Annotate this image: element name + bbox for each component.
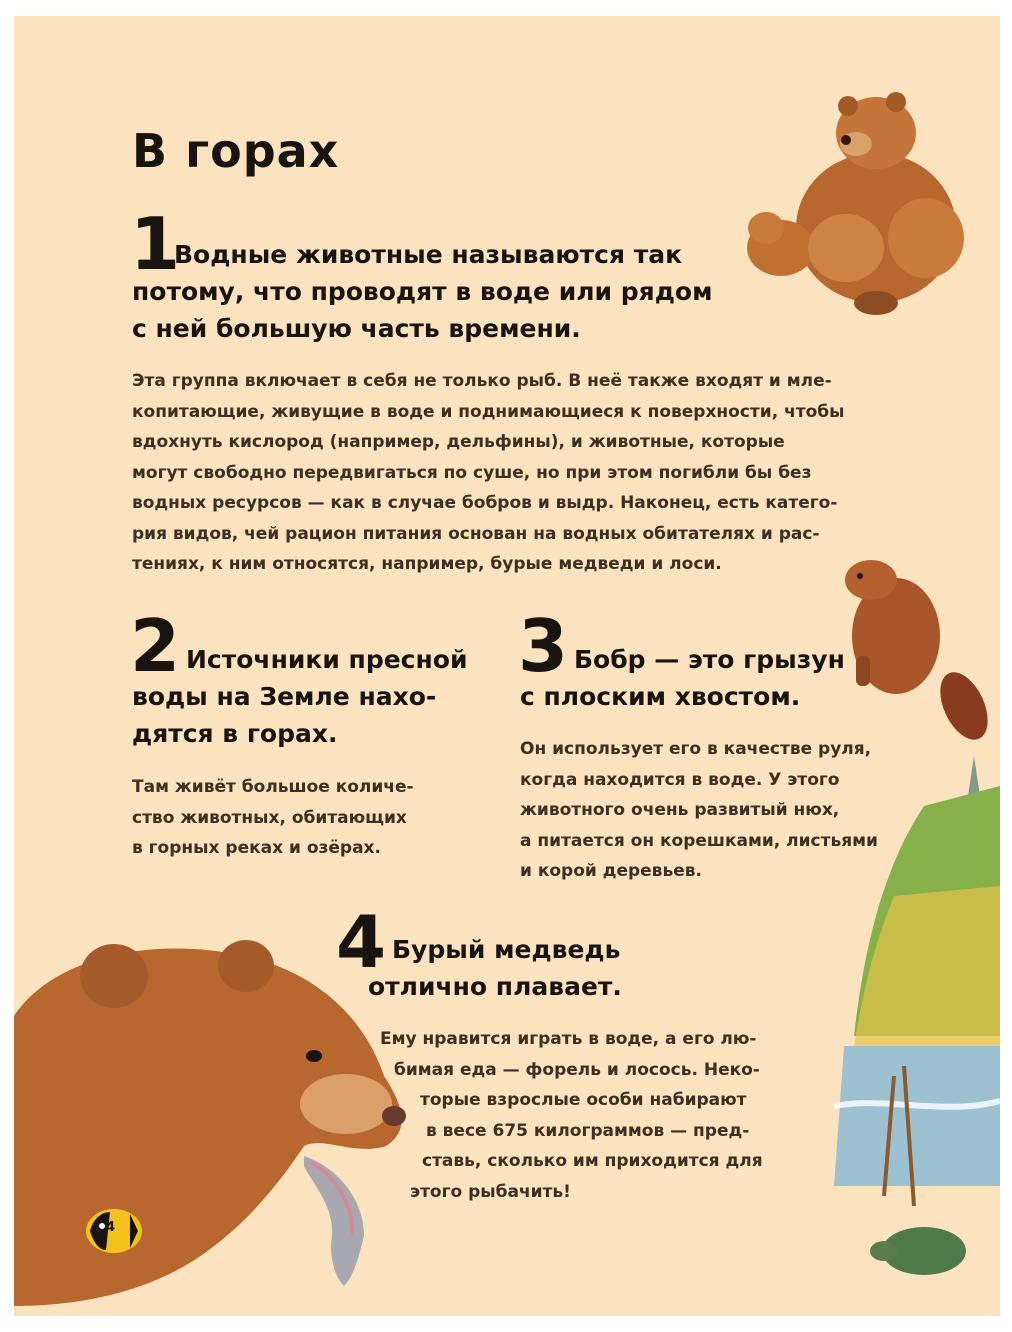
body-line: тениях, к ним относятся, например, бурые медведи и лоси. [132, 554, 722, 574]
section-2-heading [186, 641, 467, 678]
heading-line: дятся в горах. [132, 719, 338, 748]
body-line: торые взрослые особи набирают [420, 1090, 747, 1110]
heading-line: Водные животные называются так [174, 240, 683, 269]
body-line: водных ресурсов — как в случае бобров и выдр. Наконец, есть катего- [132, 493, 838, 513]
section-number-4: 4 [336, 900, 387, 984]
section-number-3: 3 [518, 604, 569, 688]
section-1-body [132, 366, 912, 580]
heading-line: отлично плавает. [368, 972, 622, 1001]
body-line: животного очень развитый нюх, [520, 800, 840, 820]
body-line: бимая еда — форель и лосось. Неко- [394, 1059, 760, 1080]
section-1-heading [174, 236, 682, 273]
body-line: Эта группа включает в себя не только рыб. В неё также входят и мле- [132, 371, 832, 391]
heading-line: потому, что проводят в воде или рядом [132, 277, 713, 306]
body-line: ство животных, обитающих [132, 807, 407, 828]
body-line: Ему нравится играть в воде, а его лю- [380, 1029, 757, 1049]
body-line: в горных реках и озёрах. [132, 838, 381, 858]
page-number: 4 [106, 1220, 116, 1235]
body-line: могут свободно передвигаться по суше, но при этом погибли бы без [132, 462, 812, 483]
heading-line: Бурый медведь [392, 935, 621, 964]
section-3-heading [574, 641, 845, 678]
heading-line: с ней большую часть времени. [132, 314, 581, 343]
section-2-body [132, 772, 472, 864]
body-line: а питается он корешками, листьями [520, 830, 878, 851]
body-line: этого рыбачить! [410, 1181, 571, 1202]
heading-line: с плоским хвостом. [520, 682, 801, 711]
body-line: Он использует его в качестве руля, [520, 739, 872, 759]
section-number-2: 2 [130, 604, 181, 688]
body-line: ставь, сколько им приходится для [422, 1151, 763, 1171]
section-3-body [520, 734, 940, 887]
section-4-heading [392, 931, 620, 968]
body-line: и корой деревьев. [520, 861, 702, 881]
body-line: Там живёт большое количе- [132, 777, 414, 797]
body-line: в весе 675 килограммов — пред- [426, 1120, 750, 1141]
section-2-heading-cont [132, 678, 436, 752]
bear-family-illustration [736, 78, 976, 318]
page-number-badge [80, 1206, 146, 1256]
body-line: копитающие, живущие в воде и поднимающиеся к поверхности, чтобы [132, 401, 845, 422]
heading-line: Источники пресной [186, 645, 468, 674]
book-page [14, 16, 1000, 1316]
section-4-body [380, 1024, 810, 1207]
section-number-1: 1 [130, 202, 181, 286]
heading-line: воды на Земле нахо- [132, 682, 437, 711]
page-title: В горах [132, 124, 340, 178]
body-line: вдохнуть кислород (например, дельфины), и животные, которые [132, 432, 785, 452]
body-line: рия видов, чей рацион питания основан на водных обитателях и рас- [132, 523, 820, 544]
beaver-illustration [826, 556, 996, 746]
heading-line: Бобр — это грызун [574, 645, 845, 674]
section-3-heading-cont [520, 678, 800, 715]
section-1-heading-cont [132, 273, 713, 347]
body-line: когда находится в воде. У этого [520, 769, 840, 790]
section-4-heading-cont [368, 968, 622, 1005]
